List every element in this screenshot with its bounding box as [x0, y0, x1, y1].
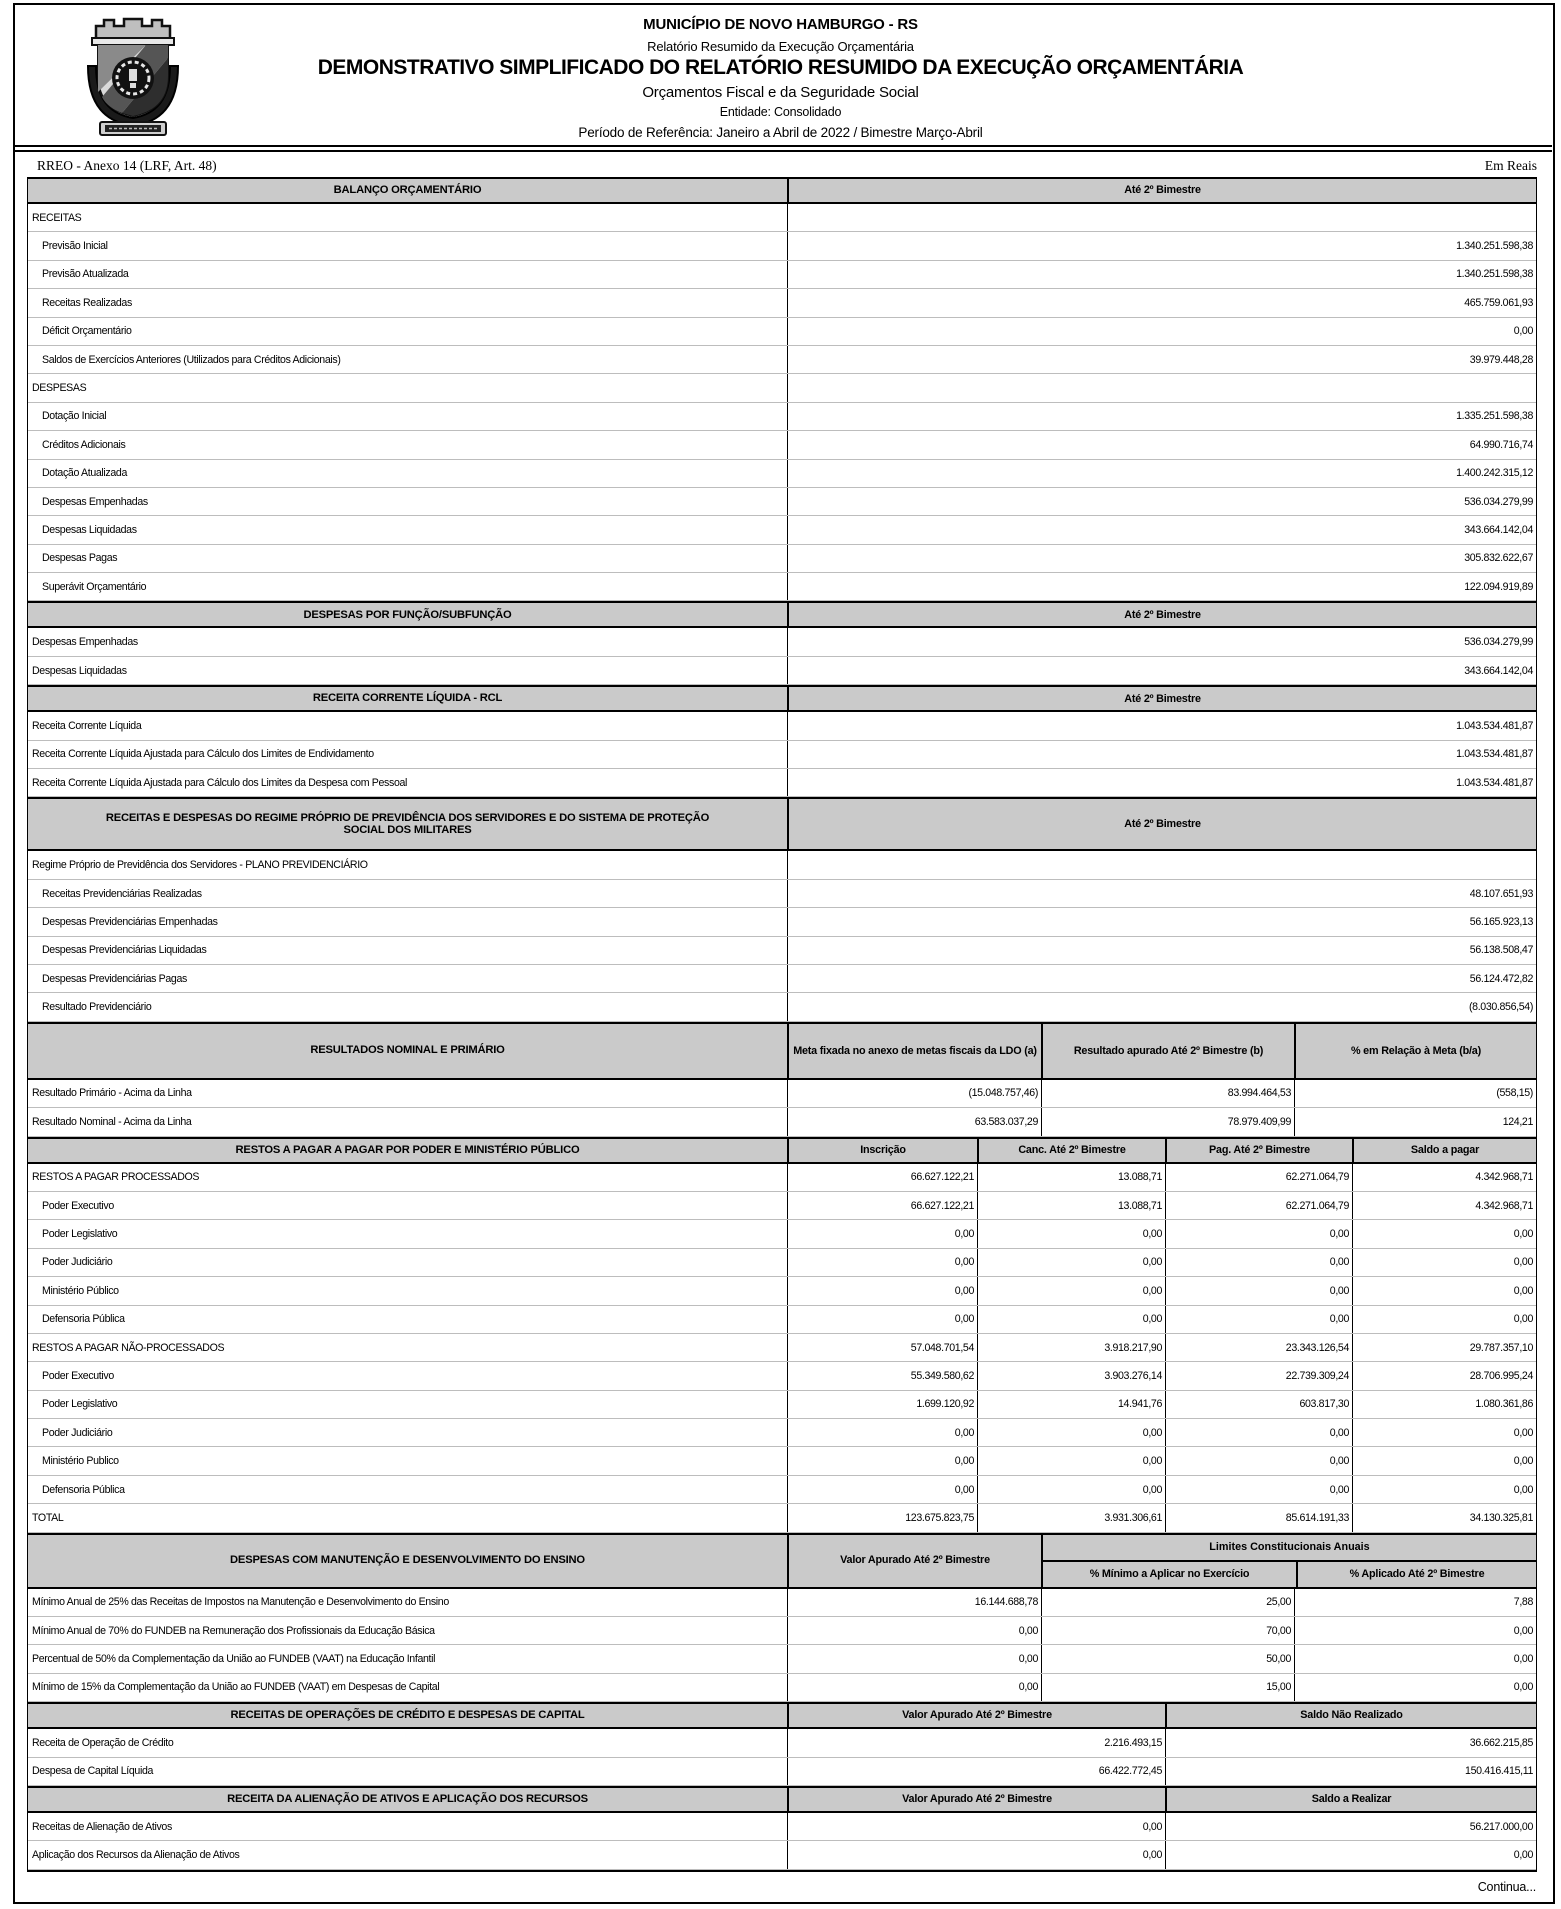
- row-value: 70,00: [1041, 1617, 1294, 1644]
- row-value: 0,00: [977, 1249, 1165, 1276]
- row-value: 0,00: [787, 1249, 977, 1276]
- report-subtitle: Orçamentos Fiscal e da Seguridade Social: [642, 84, 919, 101]
- row-label: Poder Judiciário: [42, 1426, 113, 1439]
- row-label: Poder Legislativo: [42, 1228, 118, 1241]
- row-label: Resultado Primário - Acima da Linha: [32, 1087, 192, 1100]
- row-value: 64.990.716,74: [787, 431, 1536, 458]
- row-value: 55.349.580,62: [787, 1362, 977, 1389]
- column-header: Valor Apurado Até 2º Bimestre: [787, 1788, 1165, 1811]
- row-value: 4.342.968,71: [1352, 1164, 1536, 1191]
- row-label: Ministério Publico: [42, 1455, 119, 1468]
- fiscal-table: [27, 177, 1537, 1872]
- row-label: Percentual de 50% da Complementação da União ao FUNDEB (VAAT) na Educação Infantil: [32, 1653, 436, 1666]
- table-row: [28, 1249, 1536, 1277]
- row-value: 0,00: [1165, 1419, 1352, 1446]
- row-value: 62.271.064,79: [1165, 1164, 1352, 1191]
- row-value: 0,00: [977, 1306, 1165, 1333]
- row-label: Previsão Inicial: [42, 240, 108, 253]
- row-value: 0,00: [787, 1277, 977, 1304]
- row-value: 7,88: [1294, 1589, 1536, 1616]
- table-row: [28, 1080, 1536, 1108]
- row-value: 78.979.409,99: [1041, 1108, 1294, 1135]
- row-value: 1.340.251.598,38: [787, 232, 1536, 259]
- row-value: 1.699.120,92: [787, 1391, 977, 1418]
- section-header-row: [28, 1137, 1536, 1164]
- table-row: [28, 851, 1536, 879]
- row-label: Mínimo Anual de 25% das Receitas de Impostos na Manutenção e Desenvolvimento do Ensino: [32, 1596, 449, 1609]
- row-value: 123.675.823,75: [787, 1504, 977, 1531]
- row-value: 66.627.122,21: [787, 1192, 977, 1219]
- column-header: Inscrição: [787, 1139, 977, 1162]
- row-value: 14.941,76: [977, 1391, 1165, 1418]
- row-value: 1.400.242.315,12: [787, 460, 1536, 487]
- row-label: Receita Corrente Líquida Ajustada para Cálculo dos Limites da Despesa com Pessoal: [32, 776, 408, 789]
- section-ensino: [28, 1533, 1536, 1703]
- row-value: 1.043.534.481,87: [787, 712, 1536, 739]
- section-header-row: [28, 1702, 1536, 1729]
- row-label: Poder Legislativo: [42, 1398, 118, 1411]
- table-row: [28, 741, 1536, 769]
- row-value: 4.342.968,71: [1352, 1192, 1536, 1219]
- row-label: Receitas Realizadas: [42, 296, 132, 309]
- column-header: Até 2º Bimestre: [787, 179, 1536, 202]
- row-label: Saldos de Exercícios Anteriores (Utilizados para Créditos Adicionais): [42, 353, 341, 366]
- column-header: Valor Apurado Até 2º Bimestre: [787, 1535, 1041, 1587]
- table-row: [28, 1813, 1536, 1841]
- column-group-columns: [1043, 1562, 1536, 1587]
- report-body: [27, 177, 1537, 1894]
- row-label: Despesa de Capital Líquida: [32, 1765, 154, 1778]
- row-label: Mínimo Anual de 70% do FUNDEB na Remuneração dos Profissionais da Educação Básica: [32, 1624, 435, 1637]
- row-value: 0,00: [977, 1220, 1165, 1247]
- row-value: 48.107.651,93: [787, 880, 1536, 907]
- row-value: 0,00: [1352, 1306, 1536, 1333]
- entity-line: Entidade: Consolidado: [719, 105, 842, 119]
- row-label: Ministério Público: [42, 1284, 119, 1297]
- column-header: Canc. Até 2º Bimestre: [977, 1139, 1165, 1162]
- table-row: [28, 1277, 1536, 1305]
- table-row: [28, 1362, 1536, 1390]
- section-title: RECEITAS E DESPESAS DO REGIME PRÓPRIO DE PREVIDÊNCIA DOS SERVIDORES E DO SISTEMA DE PROTEÇÃO SOCIAL DOS MILITARES: [105, 811, 710, 837]
- section-header-row: [28, 797, 1536, 851]
- table-row: [28, 1729, 1536, 1757]
- section-header-row: [28, 601, 1536, 628]
- row-value: 0,00: [1165, 1220, 1352, 1247]
- table-row: [28, 346, 1536, 374]
- row-value: [787, 374, 1536, 401]
- row-value: 0,00: [977, 1476, 1165, 1503]
- row-value: 0,00: [1352, 1476, 1536, 1503]
- report-title: DEMONSTRATIVO SIMPLIFICADO DO RELATÓRIO RESUMIDO DA EXECUÇÃO ORÇAMENTÁRIA: [317, 56, 1244, 79]
- table-row: [28, 908, 1536, 936]
- row-value: 0,00: [1165, 1277, 1352, 1304]
- row-value: 536.034.279,99: [787, 628, 1536, 655]
- row-label: Resultado Previdenciário: [42, 1001, 152, 1014]
- row-value: 3.918.217,90: [977, 1334, 1165, 1361]
- row-value: 1.080.361,86: [1352, 1391, 1536, 1418]
- row-value: 0,00: [1352, 1220, 1536, 1247]
- row-label: RESTOS A PAGAR PROCESSADOS: [32, 1171, 200, 1184]
- table-row: [28, 1334, 1536, 1362]
- row-value: 63.583.037,29: [787, 1108, 1041, 1135]
- column-header: Pag. Até 2º Bimestre: [1165, 1139, 1352, 1162]
- row-value: 62.271.064,79: [1165, 1192, 1352, 1219]
- row-value: 0,00: [1294, 1617, 1536, 1644]
- row-value: 85.614.191,33: [1165, 1504, 1352, 1531]
- section-alienacao: [28, 1786, 1536, 1870]
- row-value: 0,00: [787, 1645, 1041, 1672]
- row-value: 0,00: [977, 1447, 1165, 1474]
- row-label: Déficit Orçamentário: [42, 325, 132, 338]
- section-title: RECEITA CORRENTE LÍQUIDA - RCL: [312, 692, 503, 705]
- row-label: Aplicação dos Recursos da Alienação de Ativos: [32, 1849, 240, 1862]
- row-value: 34.130.325,81: [1352, 1504, 1536, 1531]
- row-label: Despesas Previdenciárias Empenhadas: [42, 915, 218, 928]
- row-label: TOTAL: [32, 1511, 64, 1524]
- row-value: 25,00: [1041, 1589, 1294, 1616]
- section-restos: [28, 1137, 1536, 1533]
- row-value: (558,15): [1294, 1080, 1536, 1107]
- section-header-row: [28, 1533, 1536, 1589]
- table-row: [28, 1758, 1536, 1786]
- table-row: [28, 261, 1536, 289]
- row-value: 39.979.448,28: [787, 346, 1536, 373]
- table-row: [28, 204, 1536, 232]
- row-value: 0,00: [1165, 1306, 1352, 1333]
- table-row: [28, 1419, 1536, 1447]
- row-value: 0,00: [1352, 1249, 1536, 1276]
- row-value: 13.088,71: [977, 1192, 1165, 1219]
- section-funcao: [28, 601, 1536, 685]
- table-row: [28, 1504, 1536, 1532]
- row-value: 23.343.126,54: [1165, 1334, 1352, 1361]
- section-resultados: [28, 1022, 1536, 1137]
- table-row: [28, 965, 1536, 993]
- table-row: [28, 1108, 1536, 1136]
- row-label: Despesas Previdenciárias Liquidadas: [42, 944, 207, 957]
- municipality-name: MUNICÍPIO DE NOVO HAMBURGO - RS: [643, 16, 918, 33]
- row-label: Créditos Adicionais: [42, 438, 126, 451]
- continuation-note: Continua...: [1477, 1879, 1536, 1894]
- row-value: 0,00: [787, 1306, 977, 1333]
- row-label: Despesas Liquidadas: [42, 523, 137, 536]
- column-group-title: Limites Constitucionais Anuais: [1043, 1535, 1536, 1562]
- table-row: [28, 1674, 1536, 1702]
- section-header-row: [28, 177, 1536, 204]
- row-value: 124,21: [1294, 1108, 1536, 1135]
- section-title: RECEITAS DE OPERAÇÕES DE CRÉDITO E DESPESAS DE CAPITAL: [230, 1709, 585, 1722]
- table-row: [28, 431, 1536, 459]
- row-value: 0,00: [1294, 1674, 1536, 1701]
- table-row: [28, 488, 1536, 516]
- section-balanco: [28, 177, 1536, 601]
- row-label: Despesas Liquidadas: [32, 664, 127, 677]
- table-row: [28, 516, 1536, 544]
- row-value: 122.094.919,89: [787, 573, 1536, 600]
- table-row: [28, 232, 1536, 260]
- row-value: 56.217.000,00: [1165, 1813, 1536, 1840]
- row-label: DESPESAS: [32, 382, 87, 395]
- table-row: [28, 289, 1536, 317]
- row-value: 28.706.995,24: [1352, 1362, 1536, 1389]
- meta-row: [37, 158, 1537, 174]
- table-row: [28, 318, 1536, 346]
- table-row: [28, 1617, 1536, 1645]
- table-row: [28, 657, 1536, 685]
- row-label: Poder Executivo: [42, 1199, 114, 1212]
- section-rcl: [28, 685, 1536, 797]
- row-value: 0,00: [787, 318, 1536, 345]
- row-value: 0,00: [977, 1277, 1165, 1304]
- row-label: Superávit Orçamentário: [42, 580, 147, 593]
- row-value: (8.030.856,54): [787, 993, 1536, 1020]
- table-row: [28, 880, 1536, 908]
- row-value: 603.817,30: [1165, 1391, 1352, 1418]
- row-value: 0,00: [787, 1841, 1165, 1868]
- row-value: 50,00: [1041, 1645, 1294, 1672]
- row-label: Receita Corrente Líquida Ajustada para Cálculo dos Limites de Endividamento: [32, 748, 374, 761]
- column-header: % Aplicado Até 2º Bimestre: [1296, 1562, 1536, 1587]
- section-title: DESPESAS COM MANUTENÇÃO E DESENVOLVIMENTO DO ENSINO: [230, 1554, 585, 1567]
- table-row: [28, 712, 1536, 740]
- row-value: 1.043.534.481,87: [787, 769, 1536, 796]
- row-value: 56.165.923,13: [787, 908, 1536, 935]
- row-label: RECEITAS: [32, 211, 82, 224]
- header-divider: [15, 145, 1552, 152]
- row-value: 22.739.309,24: [1165, 1362, 1352, 1389]
- row-label: Despesas Empenhadas: [32, 636, 138, 649]
- row-value: 465.759.061,93: [787, 289, 1536, 316]
- section-header-row: [28, 1786, 1536, 1813]
- column-header: Até 2º Bimestre: [787, 603, 1536, 626]
- row-value: 66.627.122,21: [787, 1164, 977, 1191]
- row-value: 56.124.472,82: [787, 965, 1536, 992]
- row-value: 3.903.276,14: [977, 1362, 1165, 1389]
- table-row: [28, 1192, 1536, 1220]
- row-value: 36.662.215,85: [1165, 1729, 1536, 1756]
- section-title: RESTOS A PAGAR A PAGAR POR PODER E MINISTÉRIO PÚBLICO: [235, 1143, 580, 1156]
- row-value: 0,00: [1294, 1645, 1536, 1672]
- row-value: 2.216.493,15: [787, 1729, 1165, 1756]
- row-value: 0,00: [1165, 1249, 1352, 1276]
- table-row: [28, 374, 1536, 402]
- row-label: Despesas Empenhadas: [42, 495, 148, 508]
- column-header: % Mínimo a Aplicar no Exercício: [1089, 1567, 1250, 1580]
- section-title: RESULTADOS NOMINAL E PRIMÁRIO: [310, 1044, 505, 1057]
- table-row: [28, 1391, 1536, 1419]
- row-value: 29.787.357,10: [1352, 1334, 1536, 1361]
- table-row: [28, 545, 1536, 573]
- table-row: [28, 403, 1536, 431]
- row-label: Previsão Atualizada: [42, 268, 129, 281]
- row-value: 0,00: [1352, 1277, 1536, 1304]
- column-header: Saldo a Realizar: [1165, 1788, 1536, 1811]
- row-value: 0,00: [787, 1447, 977, 1474]
- row-label: Poder Executivo: [42, 1369, 114, 1382]
- row-value: 305.832.622,67: [787, 545, 1536, 572]
- column-header: Valor Apurado Até 2º Bimestre: [787, 1704, 1165, 1727]
- row-value: 150.416.415,11: [1165, 1758, 1536, 1785]
- table-row: [28, 1220, 1536, 1248]
- section-title: BALANÇO ORÇAMENTÁRIO: [333, 184, 482, 197]
- row-value: 1.340.251.598,38: [787, 261, 1536, 288]
- column-header: Saldo a pagar: [1352, 1139, 1536, 1162]
- row-value: 13.088,71: [977, 1164, 1165, 1191]
- column-header: % em Relação à Meta (b/a): [1294, 1024, 1536, 1078]
- row-label: Receita Corrente Líquida: [32, 719, 142, 732]
- row-label: Receitas de Alienação de Ativos: [32, 1820, 172, 1833]
- row-value: 343.664.142,04: [787, 516, 1536, 543]
- row-value: 0,00: [787, 1617, 1041, 1644]
- table-row: [28, 1589, 1536, 1617]
- row-label: Defensoria Pública: [42, 1313, 125, 1326]
- table-row: [28, 1306, 1536, 1334]
- row-value: 1.335.251.598,38: [787, 403, 1536, 430]
- report-type: Relatório Resumido da Execução Orçamentária: [647, 39, 914, 54]
- table-row: [28, 1447, 1536, 1475]
- column-header: Resultado apurado Até 2º Bimestre (b): [1041, 1024, 1294, 1078]
- section-title: DESPESAS POR FUNÇÃO/SUBFUNÇÃO: [303, 608, 512, 621]
- currency-note: Em Reais: [1484, 158, 1537, 173]
- section-title: RECEITA DA ALIENAÇÃO DE ATIVOS E APLICAÇÃO DOS RECURSOS: [227, 1793, 588, 1806]
- table-row: [28, 937, 1536, 965]
- section-header-row: [28, 685, 1536, 712]
- section-operacoes: [28, 1702, 1536, 1786]
- table-row: [28, 628, 1536, 656]
- row-value: 0,00: [1165, 1476, 1352, 1503]
- column-header: Saldo Não Realizado: [1165, 1704, 1536, 1727]
- row-label: Despesas Pagas: [42, 552, 118, 565]
- period-line: Período de Referência: Janeiro a Abril de 2022 / Bimestre Março-Abril: [578, 125, 983, 140]
- row-value: 0,00: [787, 1476, 977, 1503]
- row-label: Regime Próprio de Previdência dos Servidores - PLANO PREVIDENCIÁRIO: [32, 859, 368, 872]
- row-value: 16.144.688,78: [787, 1589, 1041, 1616]
- row-value: 536.034.279,99: [787, 488, 1536, 515]
- row-value: 15,00: [1041, 1674, 1294, 1701]
- annex-reference: RREO - Anexo 14 (LRF, Art. 48): [37, 158, 217, 173]
- row-value: (15.048.757,46): [787, 1080, 1041, 1107]
- row-label: Receita de Operação de Crédito: [32, 1736, 174, 1749]
- row-value: 0,00: [1352, 1419, 1536, 1446]
- column-header: Meta fixada no anexo de metas fiscais da LDO (a): [787, 1024, 1041, 1078]
- row-value: 83.994.464,53: [1041, 1080, 1294, 1107]
- row-value: [787, 204, 1536, 231]
- column-group: [1041, 1535, 1536, 1587]
- table-row: [28, 993, 1536, 1021]
- table-row: [28, 1841, 1536, 1869]
- row-label: Dotação Inicial: [42, 410, 107, 423]
- row-label: Resultado Nominal - Acima da Linha: [32, 1115, 192, 1128]
- row-label: Dotação Atualizada: [42, 467, 127, 480]
- column-header: Até 2º Bimestre: [787, 687, 1536, 710]
- row-value: 0,00: [787, 1813, 1165, 1840]
- table-row: [28, 1645, 1536, 1673]
- row-label: RESTOS A PAGAR NÃO-PROCESSADOS: [32, 1341, 225, 1354]
- column-header: Até 2º Bimestre: [787, 799, 1536, 849]
- row-value: 66.422.772,45: [787, 1758, 1165, 1785]
- section-previdencia: [28, 797, 1536, 1021]
- row-value: 0,00: [787, 1674, 1041, 1701]
- row-value: 0,00: [787, 1220, 977, 1247]
- table-row: [28, 769, 1536, 797]
- table-row: [28, 460, 1536, 488]
- row-value: 1.043.534.481,87: [787, 741, 1536, 768]
- row-label: Receitas Previdenciárias Realizadas: [42, 887, 202, 900]
- row-label: Despesas Previdenciárias Pagas: [42, 972, 187, 985]
- row-value: 0,00: [787, 1419, 977, 1446]
- row-label: Mínimo de 15% da Complementação da União ao FUNDEB (VAAT) em Despesas de Capital: [32, 1681, 440, 1694]
- table-row: [28, 573, 1536, 601]
- row-value: 0,00: [977, 1419, 1165, 1446]
- row-value: 56.138.508,47: [787, 937, 1536, 964]
- section-header-row: [28, 1022, 1536, 1080]
- row-value: [787, 851, 1536, 878]
- table-row: [28, 1164, 1536, 1192]
- row-value: 0,00: [1165, 1447, 1352, 1474]
- table-row: [28, 1476, 1536, 1504]
- row-label: Defensoria Pública: [42, 1483, 125, 1496]
- row-value: 343.664.142,04: [787, 657, 1536, 684]
- row-value: 0,00: [1352, 1447, 1536, 1474]
- row-value: 0,00: [1165, 1841, 1536, 1868]
- row-value: 57.048.701,54: [787, 1334, 977, 1361]
- row-label: Poder Judiciário: [42, 1256, 113, 1269]
- row-value: 3.931.306,61: [977, 1504, 1165, 1531]
